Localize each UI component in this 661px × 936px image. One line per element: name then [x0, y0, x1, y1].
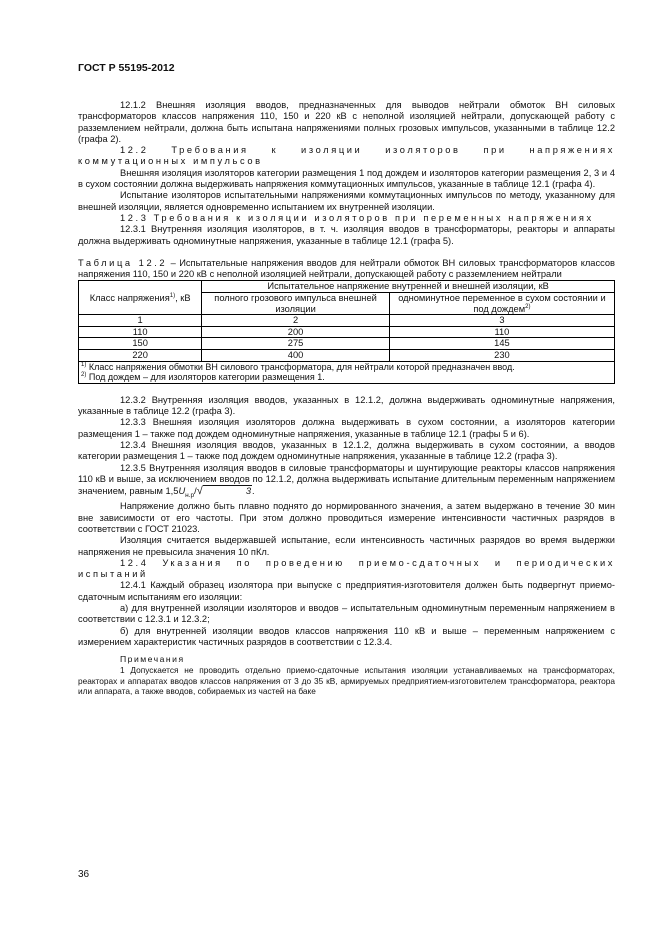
table-footnote-1	[81, 362, 612, 373]
table-cell: 145	[389, 338, 614, 350]
table-cell: 220	[79, 350, 202, 362]
col3-footnote-mark: 2)	[525, 303, 531, 310]
notes-heading: Примечания	[120, 654, 185, 665]
paragraph-12-3-2: 12.3.2 Внутренняя изоляция вводов, указанных в 12.1.2, должна выдерживать одноминутные напряжения, указанные в таблице 12.2 (графа 3).	[78, 394, 615, 417]
table-row	[79, 326, 615, 338]
paragraph-12-3-3: 12.3.3 Внешняя изоляция изоляторов должна выдерживать в сухом состоянии, а изоляторов категории размещения 1 – также под дождем одноминутные напряжения, указанные в таблице 12.1 (графы 5 и 6).	[78, 417, 615, 439]
formula-radicand: 3	[203, 485, 252, 497]
paragraph-12-1-2: 12.1.2 Внешняя изоляция вводов, предназначенных для выводов нейтрали обмоток ВН силовых трансформаторов классов напряжения 110, 150 и 220 кВ с неполной изоляцией нейтрали, допускающей работу с разземлением нейтрали, должна быть испытана напряжениями полных грозовых импульсов, указанными в таблице 12.2 (графа 2).	[78, 100, 615, 144]
table-column-numbers	[79, 315, 615, 327]
table-cell: 110	[389, 326, 614, 338]
footnote-mark: 2)	[81, 372, 87, 379]
table-row	[79, 350, 615, 362]
table-header-lightning-impulse: полного грозового импульса внешней изоляции	[202, 293, 390, 315]
document-header-code: ГОСТ Р 55195-2012	[78, 62, 175, 74]
list-item-b: б) для внутренней изоляции вводов классов напряжения 110 кВ и выше – переменным напряжением с измерением характеристик частичных разрядов в соответствии с 12.3.4.	[78, 625, 615, 647]
paragraph-12-3-5: 12.3.5 Внутренняя изоляция вводов в силовые трансформаторы и шунтирующие реакторы классов напряжения 110 кВ и выше, за исключением вводов по 12.1.2, должна выдерживать испытание длительным переменным напряжением значением, равным $1,5U_{н.р}/√$ 3.	[78, 462, 615, 500]
table-group-header: Испытательное напряжение внутренней и внешней изоляции, кВ	[202, 281, 615, 293]
col1-unit: , кВ	[175, 292, 191, 303]
table-cell: 400	[202, 350, 390, 362]
col3-header-text: одноминутное переменное в сухом состоянии и под дождем	[398, 293, 606, 314]
paragraph-12-3-1: 12.3.1 Внутренняя изоляция изоляторов, в т. ч. изоляция вводов в трансформаторы, реакторы и аппараты должна выдерживать одноминутные напряжения, указанные в таблице 12.1 (графа 5).	[78, 224, 615, 246]
table-row	[79, 338, 615, 350]
table-cell: 200	[202, 326, 390, 338]
table-header-voltage-class	[79, 281, 202, 315]
column-number: 2	[202, 315, 390, 327]
footnote-text: Класс напряжения обмотки ВН силового трансформатора, для нейтрали которой предназначен ввод.	[86, 361, 515, 372]
table-header-one-minute	[389, 293, 614, 315]
heading-12-4: 12.4 Указания по проведению приемо-сдаточных и периодических испытаний	[78, 557, 615, 580]
page-body	[78, 100, 615, 696]
note-1: 1 Допускается не проводить отдельно приемо-сдаточные испытания изоляции устанавливаемых на трансформаторах, реакторах и аппаратах вводов классов напряжения от 3 до 35 кВ, армируемых предприятием-изготовителем трансформатора, реактора или аппарата, а также вводов, собираемых из частей на баке	[78, 665, 615, 696]
table-cell: 230	[389, 350, 614, 362]
page-number: 36	[78, 869, 90, 880]
table-caption-text: – Испытательные напряжения вводов для нейтрали обмоток ВН силовых трансформаторов классов напряжения 110, 150 и 220 кВ с неполной изоляцией нейтрали, допускающей работу с разземлением нейтрали	[78, 257, 615, 280]
column-number: 3	[389, 315, 614, 327]
table-footnotes	[79, 361, 615, 383]
paragraph-text: 12.3.5 Внутренняя изоляция вводов в силовые трансформаторы и шунтирующие реакторы классов напряжения 110 кВ и выше, за исключением вводов по 12.1.2, должна выдерживать испытание длительным переменным напряжением значением, равным 1,5	[78, 462, 615, 497]
table-12-2	[78, 280, 615, 383]
paragraph-12-4-1: 12.4.1 Каждый образец изолятора при выпуске с предприятия-изготовителя должен быть подвергнут приемо-сдаточным испытаниям его изоляции:	[78, 580, 615, 602]
table-cell: 275	[202, 338, 390, 350]
heading-12-3: 12.3 Требования к изоляции изоляторов при переменных напряжениях	[120, 212, 594, 223]
list-item-a: а) для внутренней изоляции изоляторов и вводов – испытательным одноминутным переменным напряжением в соответствии с 12.3.1 и 12.3.2;	[78, 603, 615, 625]
paragraph: Испытание изоляторов испытательными напряжениями коммутационных импульсов по методу, указанному для внешней изоляции, является одновременно испытанием их внутренней изоляции.	[78, 190, 615, 212]
footnote-mark: 1)	[81, 361, 87, 368]
footnote-text: Под дождем – для изоляторов категории размещения 1.	[86, 372, 325, 383]
formula-variable: U	[178, 486, 186, 497]
table-footnote-cell	[79, 361, 615, 383]
table-cell: 110	[79, 326, 202, 338]
column-number: 1	[79, 315, 202, 327]
paragraph: Напряжение должно быть плавно поднято до нормированного значения, а затем выдержано в течение 30 мин вне зависимости от его частоты. При этом должно проводиться измерение интенсивности частичных разрядов в соответствии с ГОСТ 21023.	[78, 501, 615, 534]
paragraph-12-3-4: 12.3.4 Внешняя изоляция вводов, указанных в 12.1.2, должна выдерживать в сухом состоянии, а вводов категории размещения 1 – также под дождем одноминутные напряжения, указанные в таблице 12.2 (графа 3).	[78, 439, 615, 462]
paragraph: Изоляция считается выдержавшей испытание, если интенсивность частичных разрядов во время выдержки напряжения не превысила значения 10 пКл.	[78, 535, 615, 557]
table-caption	[78, 258, 615, 281]
heading-12-2: 12.2 Требования к изоляции изоляторов при напряжениях коммутационных импульсов	[78, 145, 615, 167]
formula-end: .	[251, 486, 255, 497]
paragraph: Внешняя изоляция изоляторов категории размещения 1 под дождем и изоляторов категории размещения 2, 3 и 4 в сухом состоянии должна выдерживать напряжения коммутационных импульсов, указанные в таблице 12.1 (графа 4).	[78, 167, 615, 190]
table-caption-label: Таблица 12.2	[78, 257, 168, 268]
formula-subscript: н.р	[185, 492, 195, 500]
col1-header-text: Класс напряжения	[89, 292, 170, 303]
col1-footnote-mark: 1)	[169, 292, 176, 299]
table-cell: 150	[79, 338, 202, 350]
table-footnote-2	[81, 372, 612, 383]
sqrt-sign: √	[196, 485, 203, 498]
